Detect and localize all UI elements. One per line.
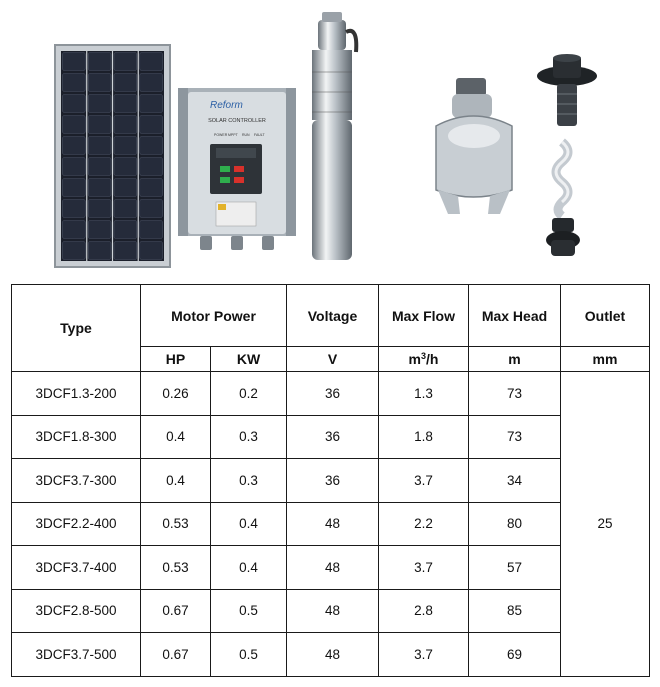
solar-cell [88,158,111,176]
indicator-mppt-label: MPPT [228,133,238,137]
cell-head: 69 [469,633,561,677]
cell-type: 3DCF3.7-400 [12,546,141,590]
table-row [12,589,650,633]
solar-cell [63,179,86,197]
indicator-power-label: POWER [214,133,228,137]
solar-cell [114,74,137,92]
solar-cell [88,137,111,155]
cell-hp: 0.4 [141,459,211,503]
solar-panel-image [55,45,170,267]
header-motor-power: Motor Power [141,285,287,347]
cell-head: 73 [469,415,561,459]
solar-cell [114,158,137,176]
solar-cell [88,74,111,92]
unit-kw: KW [211,347,287,372]
solar-cell [63,116,86,134]
cell-type: 3DCF2.2-400 [12,502,141,546]
solar-cell [63,137,86,155]
cell-type: 3DCF3.7-300 [12,459,141,503]
cell-flow: 3.7 [379,633,469,677]
solar-cell [140,200,163,218]
cell-hp: 0.26 [141,372,211,416]
pump-tube-image [298,12,368,267]
solar-cell [114,116,137,134]
unit-outlet: mm [561,347,650,372]
cell-voltage: 36 [287,459,379,503]
solar-cell [140,242,163,260]
table-row [12,372,650,416]
unit-flow: $m^3/h$ [379,347,469,372]
cell-hp: 0.53 [141,546,211,590]
solar-cell [114,95,137,113]
cell-type: 3DCF1.3-200 [12,372,141,416]
solar-cell [140,74,163,92]
cell-flow: 2.8 [379,589,469,633]
pump-spec-table [11,284,650,677]
outlet-part-image [535,50,600,130]
cell-head: 57 [469,546,561,590]
solar-cell [63,53,86,71]
table-row [12,459,650,503]
controller-brand: Reform [210,100,243,111]
solar-cell [114,221,137,239]
cell-hp: 0.4 [141,415,211,459]
header-outlet: Outlet [561,285,650,347]
cell-kw: 0.3 [211,415,287,459]
cell-outlet: 25 [561,372,650,677]
solar-cell [114,137,137,155]
cell-hp: 0.67 [141,633,211,677]
solar-cell [63,158,86,176]
solar-cell [140,53,163,71]
cell-voltage: 48 [287,633,379,677]
table-row [12,415,650,459]
table-row [12,502,650,546]
indicator-fault-label: FAULT [254,133,265,137]
solar-cell [140,95,163,113]
cell-voltage: 48 [287,546,379,590]
cell-voltage: 36 [287,372,379,416]
cell-kw: 0.3 [211,459,287,503]
cell-type: 3DCF1.8-300 [12,415,141,459]
pump-motor-image [428,78,528,218]
solar-cell [88,116,111,134]
solar-cell [140,221,163,239]
solar-cell [140,116,163,134]
indicator-run-label: RUN [242,133,250,137]
cell-head: 85 [469,589,561,633]
solar-cell [140,158,163,176]
solar-cell [114,53,137,71]
header-voltage: Voltage [287,285,379,347]
cell-flow: 3.7 [379,546,469,590]
solar-cell [63,221,86,239]
cell-voltage: 48 [287,589,379,633]
solar-cell [63,200,86,218]
cell-head: 73 [469,372,561,416]
cell-head: 80 [469,502,561,546]
unit-hp: HP [141,347,211,372]
solar-cell [140,137,163,155]
cell-flow: 1.3 [379,372,469,416]
helical-rotor-image [540,142,590,262]
cell-voltage: 36 [287,415,379,459]
header-max-head: Max Head [469,285,561,347]
solar-cell [88,95,111,113]
solar-cell [63,242,86,260]
solar-cell [114,179,137,197]
controller-title: SOLAR CONTROLLER [208,118,266,124]
solar-cell [88,53,111,71]
solar-cell [88,179,111,197]
cell-kw: 0.5 [211,589,287,633]
solar-cell [88,200,111,218]
solar-cell [63,95,86,113]
solar-cell [114,200,137,218]
header-type: Type [12,285,141,372]
solar-cell [88,242,111,260]
cell-kw: 0.4 [211,546,287,590]
cell-hp: 0.53 [141,502,211,546]
product-photos [0,0,660,280]
header-max-flow: Max Flow [379,285,469,347]
unit-voltage: V [287,347,379,372]
cell-type: 3DCF2.8-500 [12,589,141,633]
cell-kw: 0.5 [211,633,287,677]
solar-cell [88,221,111,239]
solar-cell [63,74,86,92]
table-row [12,633,650,677]
solar-cell [140,179,163,197]
cell-type: 3DCF3.7-500 [12,633,141,677]
unit-head: m [469,347,561,372]
cell-voltage: 48 [287,502,379,546]
solar-cell [114,242,137,260]
solar-controller-image [178,88,296,263]
cell-flow: 1.8 [379,415,469,459]
cell-head: 34 [469,459,561,503]
cell-flow: 2.2 [379,502,469,546]
cell-kw: 0.2 [211,372,287,416]
table-row [12,546,650,590]
cell-kw: 0.4 [211,502,287,546]
cell-hp: 0.67 [141,589,211,633]
cell-flow: 3.7 [379,459,469,503]
